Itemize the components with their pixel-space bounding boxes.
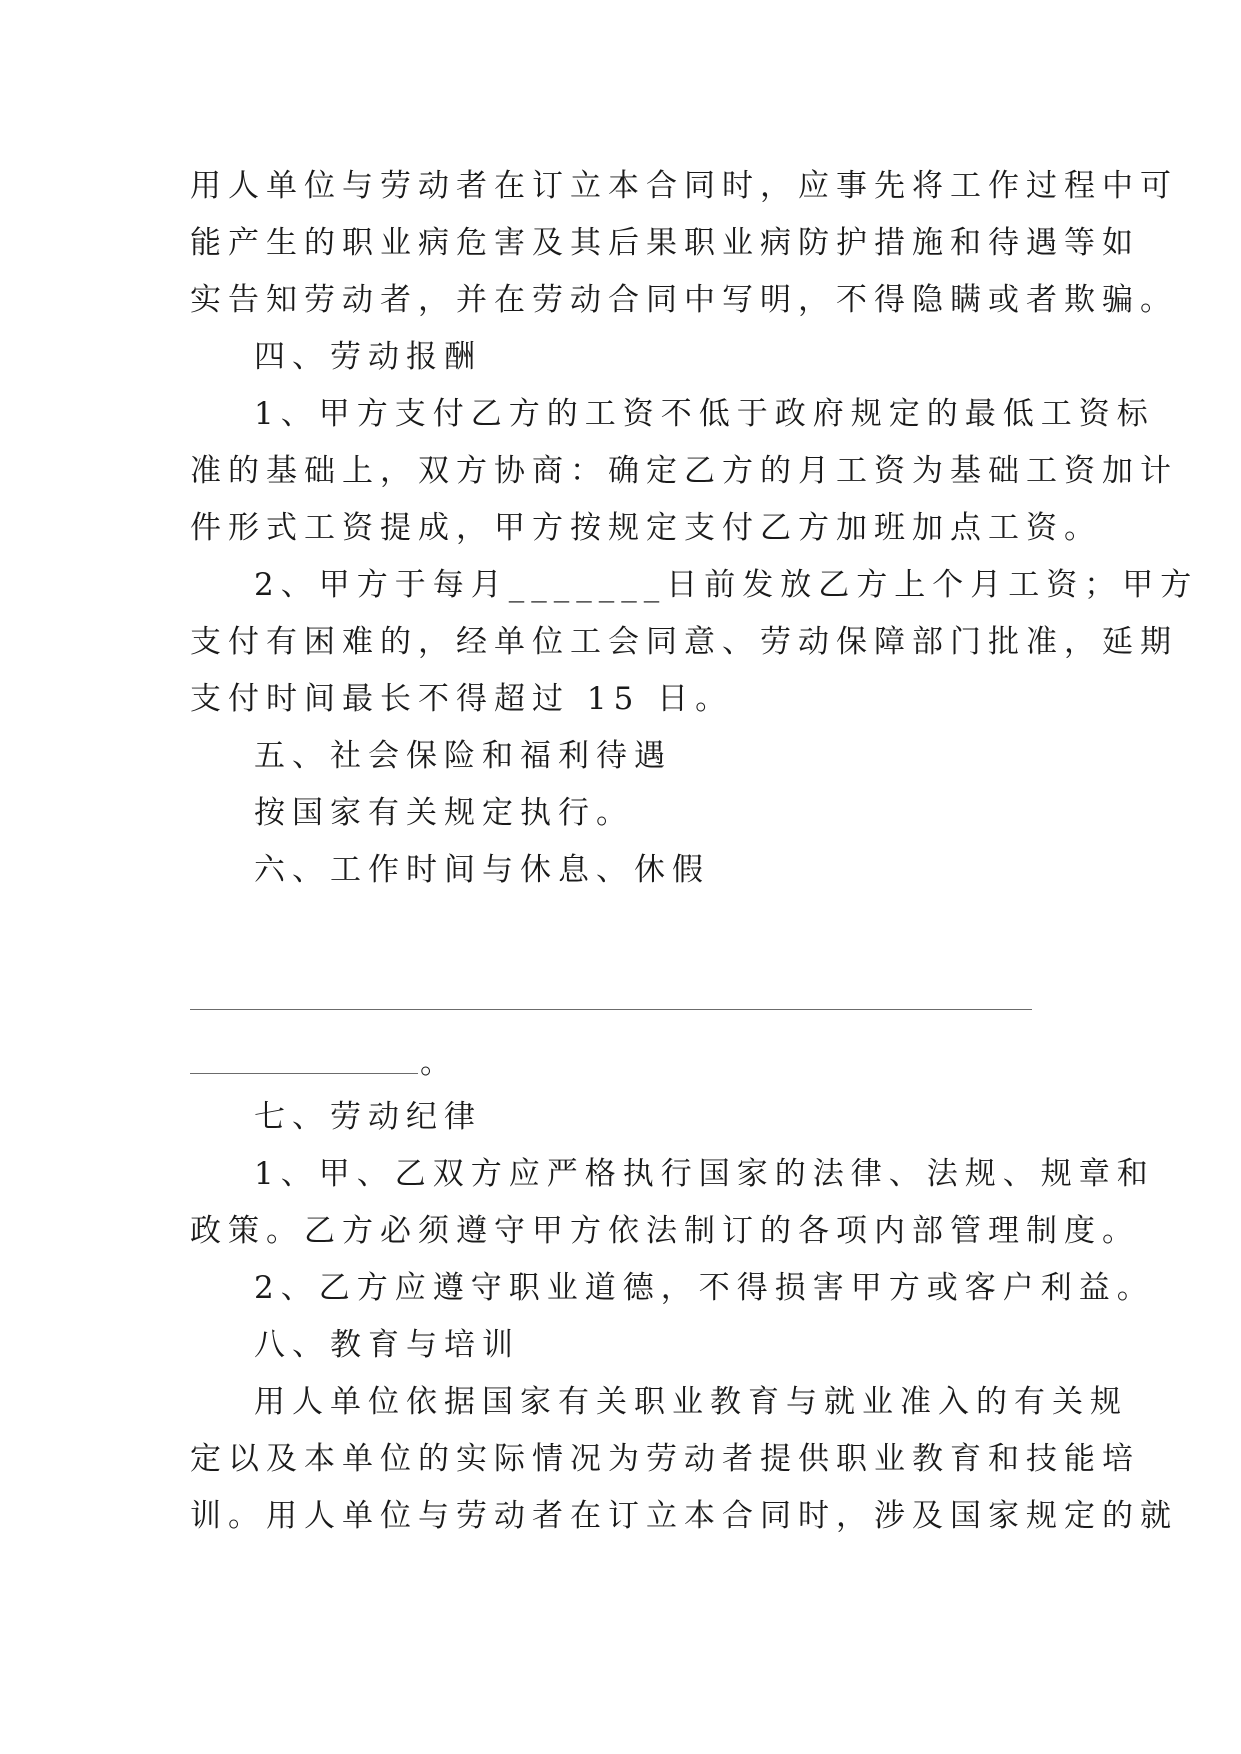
paragraph-line: 用人单位依据国家有关职业教育与就业准入的有关规	[254, 1384, 1128, 1420]
paragraph-line: 件形式工资提成，甲方按规定支付乙方加班加点工资。	[190, 510, 1102, 546]
section-heading: 八、教育与培训	[254, 1327, 520, 1363]
blank-tail-punctuation: 。	[420, 1045, 451, 1081]
paragraph-line: 按国家有关规定执行。	[254, 795, 634, 831]
paragraph-line: 政策。乙方必须遵守甲方依法制订的各项内部管理制度。	[190, 1213, 1140, 1249]
paragraph-line: 实告知劳动者，并在劳动合同中写明，不得隐瞒或者欺骗。	[190, 282, 1178, 318]
paragraph-line: 2、乙方应遵守职业道德，不得损害甲方或客户利益。	[254, 1270, 1155, 1306]
paragraph-line: 定以及本单位的实际情况为劳动者提供职业教育和技能培	[190, 1441, 1140, 1477]
blank-fill-line-short	[190, 1073, 418, 1074]
paragraph-line: 1、甲、乙双方应严格执行国家的法律、法规、规章和	[254, 1156, 1155, 1192]
section-heading: 五、社会保险和福利待遇	[254, 738, 672, 774]
blank-fill-line	[190, 1009, 1032, 1010]
section-heading: 六、工作时间与休息、休假	[254, 852, 710, 888]
paragraph-line: 1、甲方支付乙方的工资不低于政府规定的最低工资标	[254, 396, 1155, 432]
paragraph-line: 准的基础上，双方协商：确定乙方的月工资为基础工资加计	[190, 453, 1178, 489]
paragraph-line: 支付时间最长不得超过 15 日。	[190, 681, 734, 717]
section-heading: 四、劳动报酬	[254, 339, 482, 375]
paragraph-line: 用人单位与劳动者在订立本合同时，应事先将工作过程中可	[190, 168, 1178, 204]
paragraph-line: 能产生的职业病危害及其后果职业病防护措施和待遇等如	[190, 225, 1140, 261]
paragraph-line: 训。用人单位与劳动者在订立本合同时，涉及国家规定的就	[190, 1498, 1178, 1534]
paragraph-line: 支付有困难的，经单位工会同意、劳动保障部门批准，延期	[190, 624, 1178, 660]
paragraph-line: 2、甲方于每月_______日前发放乙方上个月工资；甲方	[254, 567, 1199, 603]
section-heading: 七、劳动纪律	[254, 1099, 482, 1135]
